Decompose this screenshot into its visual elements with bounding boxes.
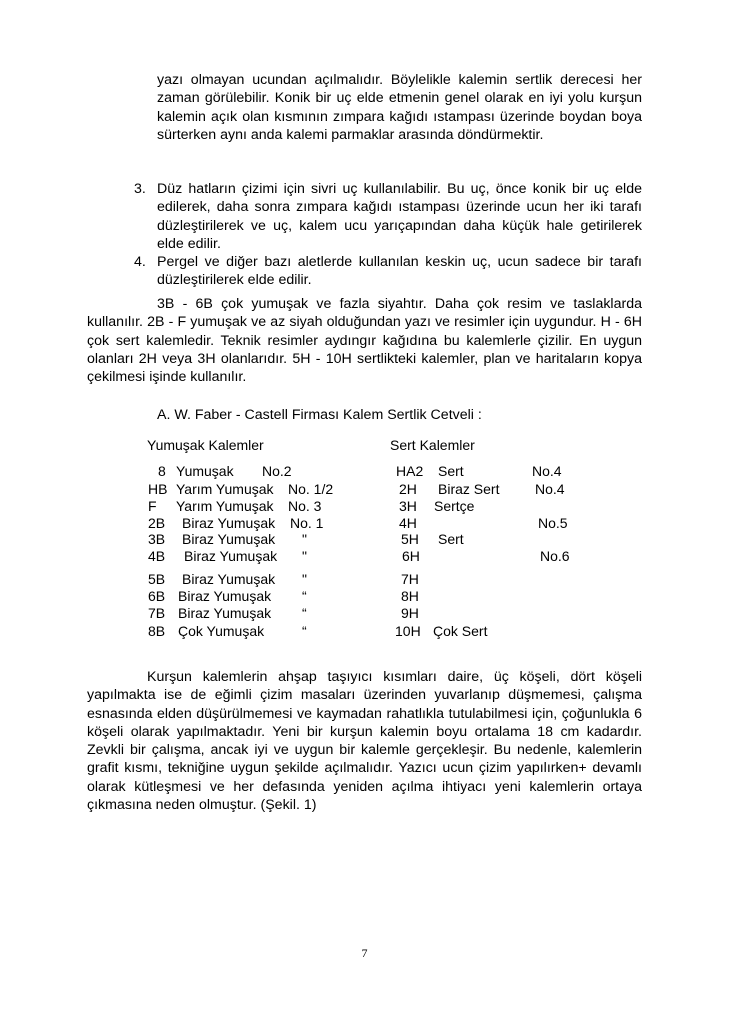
table-cell: Biraz Yumuşak bbox=[182, 571, 276, 587]
list-item-3: Düz hatların çizimi için sivri uç kullanılabilir. Bu uç, önce konik bir uç elde edilerek, daha sonra zımpara kağıdı ıstampası üzerinde ucun her iki tarafı düzleştirilerek ve uç, kalem ucu yarıçapından daha küçük hale getirilerek elde edilir. bbox=[157, 181, 642, 252]
table-cell: 8B bbox=[148, 623, 166, 639]
table-cell: Çok Yumuşak bbox=[178, 623, 265, 639]
list-number-4: 4. bbox=[134, 254, 146, 270]
table-cell: " bbox=[302, 548, 307, 564]
table-cell: No.4 bbox=[532, 463, 562, 479]
table-cell: “ bbox=[302, 623, 307, 639]
table-cell: No. 3 bbox=[288, 498, 322, 514]
table-cell: 8H bbox=[401, 588, 419, 604]
table-cell: Biraz Yumuşak bbox=[184, 548, 278, 564]
table-cell: Sert bbox=[438, 463, 464, 479]
table-cell: “ bbox=[302, 605, 307, 621]
table-cell: " bbox=[302, 571, 307, 587]
table-cell: 5H bbox=[401, 531, 419, 547]
table-cell: 2B bbox=[148, 515, 166, 531]
list-number-3: 3. bbox=[134, 181, 146, 197]
table-cell: HA2 bbox=[396, 463, 424, 479]
table-cell: Biraz Yumuşak bbox=[182, 515, 276, 531]
table-cell: No.4 bbox=[535, 481, 565, 497]
table-cell: Çok Sert bbox=[433, 623, 488, 639]
table-cell: Yumuşak bbox=[176, 463, 234, 479]
table-cell: No. 1 bbox=[290, 515, 324, 531]
table-cell: 7B bbox=[148, 605, 166, 621]
table-cell: 10H bbox=[395, 623, 421, 639]
paragraph-hardness: 3B - 6B çok yumuşak ve fazla siyahtır. Daha çok resim ve taslaklarda kullanılır. 2B - F yumuşak ve az siyah olduğundan yazı ve resimler için uygundur. H - 6H çok sert kalemledir. Teknik resimler aydıngır kağıdına bu kalemlerle çizilir. En uygun olanları 2H veya 3H olanlarıdır. 5H - 10H sertlikteki kalemler, plan ve haritaların kopya çekilmesi işinde kullanılır. bbox=[87, 296, 642, 386]
table-cell: Sert bbox=[438, 531, 464, 547]
paragraph-continuation: yazı olmayan ucundan açılmalıdır. Böylelikle kalemin sertlik derecesi her zaman görülebilir. Konik bir uç elde etmenin genel olarak en iyi yolu kurşun kalemin açık olan kısmının zımpara kağıdı ıstampası üzerinde boydan boya sürterken aynı anda kalemi parmaklar arasında döndürmektir. bbox=[157, 72, 642, 143]
table-cell: " bbox=[302, 531, 307, 547]
table-cell: 4H bbox=[399, 515, 417, 531]
table-cell: 8 bbox=[158, 463, 166, 479]
table-cell: 3B bbox=[148, 531, 166, 547]
table-cell: Sertçe bbox=[434, 498, 475, 514]
table-cell: No. 1/2 bbox=[288, 481, 334, 497]
page-number: 7 bbox=[361, 946, 368, 960]
list-item-4: Pergel ve diğer bazı aletlerde kullanılan keskin uç, ucun sadece bir tarafı düzleştirilerek elde edilir. bbox=[157, 254, 642, 289]
hard-header: Sert Kalemler bbox=[390, 437, 475, 453]
table-cell: Yarım Yumuşak bbox=[176, 481, 274, 497]
table-cell: Biraz Yumuşak bbox=[182, 531, 276, 547]
table-cell: No.2 bbox=[262, 463, 292, 479]
table-cell: Biraz Sert bbox=[438, 481, 500, 497]
table-title: A. W. Faber - Castell Firması Kalem Sertlik Cetveli : bbox=[157, 407, 482, 423]
table-cell: 6H bbox=[402, 548, 420, 564]
table-cell: 4B bbox=[148, 548, 166, 564]
table-cell: 6B bbox=[148, 588, 166, 604]
table-cell: 5B bbox=[148, 571, 166, 587]
table-cell: 9H bbox=[401, 605, 419, 621]
paragraph-body: Kurşun kalemlerin ahşap taşıyıcı kısımları daire, üç köşeli, dört köşeli yapılmakta ise de eğimli çizim masaları üzerinden yuvarlanıp düşmemesi, çalışma esnasında elden düşürülmemesi ve kaymadan rahatlıkla tutulabilmesi için, çoğunlukla 6 köşeli olarak yapılmaktadır. Yeni bir kurşun kalemin boyu ortalama 18 cm kadardır. Zevkli bir çalışma, ancak iyi ve uygun bir kalemle gerçekleşir. Bu nedenle, kalemlerin grafit kısmı, tekniğine uygun şekilde açılmalıdır. Yazıcı ucun çizim yapılırken+ devamlı olarak kütleşmesi ve her defasında yeniden açılma ihtiyacı yeni kalemlerin ortaya çıkmasına neden olmuştur. (Şekil. 1) bbox=[87, 669, 642, 814]
table-cell: Biraz Yumuşak bbox=[178, 588, 272, 604]
table-cell: 2H bbox=[399, 481, 417, 497]
table-cell: No.6 bbox=[540, 548, 570, 564]
table-cell: No.5 bbox=[538, 515, 568, 531]
soft-header: Yumuşak Kalemler bbox=[147, 437, 264, 453]
table-cell: Yarım Yumuşak bbox=[176, 498, 274, 514]
table-cell: “ bbox=[302, 588, 307, 604]
table-cell: Biraz Yumuşak bbox=[178, 605, 272, 621]
table-cell: 7H bbox=[401, 571, 419, 587]
table-cell: HB bbox=[148, 481, 168, 497]
table-cell: F bbox=[148, 498, 157, 514]
table-cell: 3H bbox=[399, 498, 417, 514]
